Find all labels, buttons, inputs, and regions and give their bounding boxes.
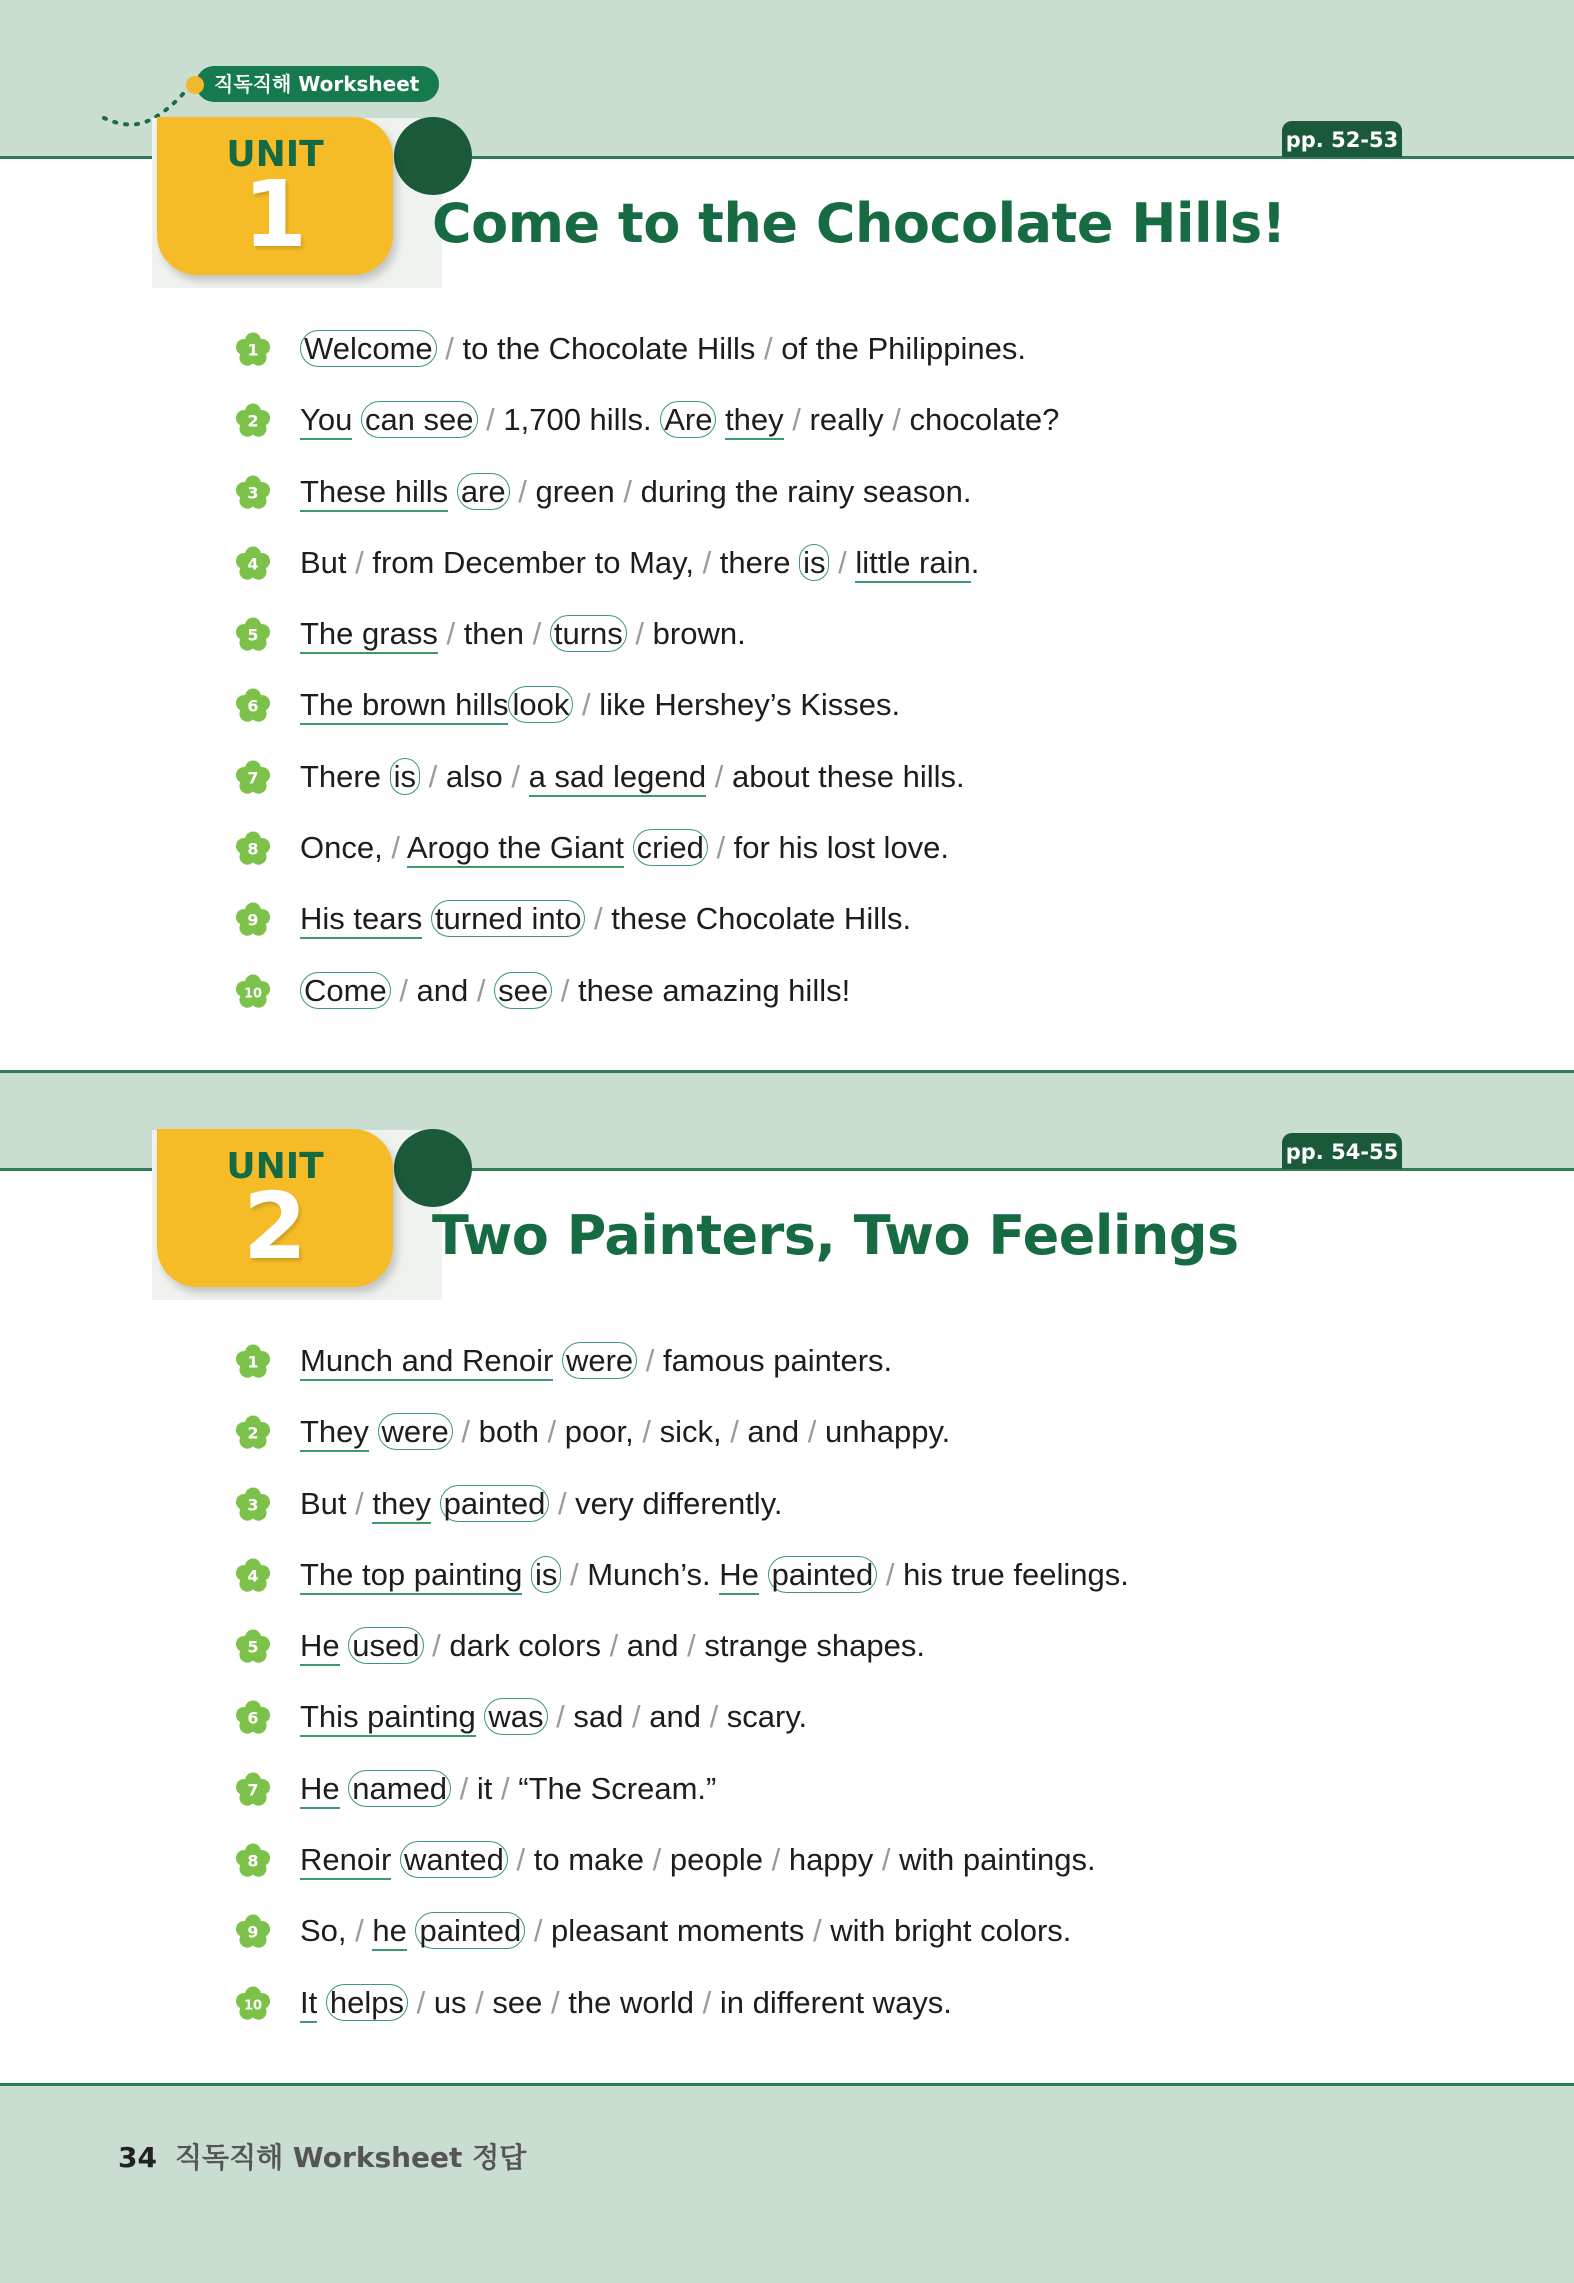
- sentence-chunk: chocolate?: [909, 402, 1060, 438]
- chunk-slash: /: [507, 1842, 534, 1878]
- sentence-chunk: to the Chocolate Hills: [462, 331, 756, 366]
- number-badge-icon: [235, 475, 271, 511]
- sentence-chunk: from December to May,: [372, 544, 694, 580]
- sentence-chunk: [716, 402, 725, 437]
- sentence-number: 6: [247, 696, 259, 716]
- sentence-number: 4: [247, 1566, 259, 1586]
- sentence-chunk: it: [476, 1770, 493, 1806]
- sentence-chunk: “The Scream.”: [518, 1770, 717, 1806]
- underlined-subject: a sad legend: [529, 759, 707, 797]
- circled-verb: painted: [440, 1485, 550, 1522]
- sentence-chunk: the world: [568, 1984, 695, 2020]
- sentence-chunk: famous painters.: [663, 1343, 893, 1378]
- sentence-chunk: these Chocolate Hills.: [611, 901, 912, 937]
- number-badge-icon: [235, 617, 271, 653]
- number-badge-icon: [235, 974, 271, 1010]
- sentence-number: 9: [247, 1922, 259, 1942]
- sentence-item: [0, 1344, 1574, 1415]
- sentence-text: [300, 1341, 892, 1381]
- number-badge-icon: [235, 546, 271, 582]
- sentence-item: [0, 1558, 1574, 1629]
- sentence-text: [300, 400, 1059, 440]
- sentence-number: 5: [247, 1637, 259, 1657]
- chunk-slash: /: [755, 331, 782, 366]
- sentence-item: [0, 831, 1574, 902]
- sentence-text: [300, 329, 1026, 369]
- circled-verb: is: [390, 758, 420, 795]
- sentence-chunk: Once,: [300, 830, 383, 866]
- sentence-text: [300, 1626, 925, 1666]
- chunk-slash: /: [600, 1628, 627, 1664]
- unit2-green-cap: [394, 1129, 472, 1207]
- chunk-slash: /: [509, 473, 536, 509]
- chunk-slash: /: [436, 331, 463, 366]
- sentence-chunk: dark colors: [449, 1628, 601, 1664]
- sentence-chunk: [340, 1771, 349, 1806]
- number-badge-icon: [235, 1558, 271, 1594]
- sentence-chunk: But: [300, 544, 347, 580]
- circled-verb: used: [348, 1627, 423, 1664]
- circled-verb: Come: [300, 972, 391, 1009]
- chunk-slash: /: [477, 402, 504, 438]
- chunk-slash: /: [524, 616, 550, 652]
- sentence-item: [0, 1986, 1574, 2057]
- number-badge-icon: [235, 332, 271, 368]
- number-badge-icon: [235, 1487, 271, 1523]
- chunk-slash: /: [626, 616, 653, 652]
- sentence-chunk: [759, 1557, 768, 1592]
- sentence-chunk: with bright colors.: [830, 1913, 1072, 1949]
- chunk-slash: /: [633, 1414, 660, 1450]
- sentence-chunk: of the Philippines.: [781, 331, 1026, 366]
- chunk-slash: /: [420, 758, 446, 794]
- chunk-slash: /: [525, 1913, 552, 1949]
- sentence-number: 8: [247, 839, 259, 859]
- number-badge-icon: [235, 1843, 271, 1879]
- sentence-chunk: [522, 1557, 531, 1592]
- sentence-text: [300, 1484, 783, 1524]
- underlined-subject: The top painting: [300, 1557, 522, 1595]
- sentence-text: [300, 971, 850, 1011]
- chunk-slash: /: [346, 1913, 373, 1949]
- circled-verb: Are: [660, 401, 716, 438]
- sentence-number: 4: [247, 554, 259, 574]
- sentence-chunk: sick,: [659, 1414, 722, 1450]
- sentence-chunk: [391, 1842, 400, 1877]
- chunk-slash: /: [829, 544, 856, 580]
- sentence-chunk: Munch’s.: [587, 1556, 720, 1592]
- sentence-chunk: [624, 830, 633, 865]
- chunk-slash: /: [468, 972, 495, 1008]
- underlined-subject: The brown hills: [300, 687, 508, 725]
- sentence-chunk: [369, 1414, 378, 1449]
- circled-verb: helps: [326, 1984, 408, 2021]
- underlined-subject: they: [725, 402, 784, 440]
- unit1-number: 1: [242, 161, 307, 268]
- sentence-item: [0, 475, 1574, 546]
- sentence-chunk: us: [433, 1984, 467, 2020]
- sentence-item: [0, 403, 1574, 474]
- sentence-text: [300, 1911, 1071, 1951]
- sentence-chunk: poor,: [564, 1414, 634, 1450]
- chunk-slash: /: [694, 1984, 720, 2020]
- underlined-subject: Munch and Renoir: [300, 1343, 553, 1381]
- chunk-slash: /: [492, 1770, 519, 1806]
- chunk-slash: /: [644, 1842, 670, 1878]
- chunk-slash: /: [542, 1984, 569, 2020]
- underlined-subject: You: [300, 402, 352, 440]
- sentence-item: [0, 1629, 1574, 1700]
- sentence-chunk: in different ways.: [719, 1984, 952, 2020]
- sentence-item: [0, 617, 1574, 688]
- sentence-text: [300, 472, 971, 512]
- sentence-text: [300, 1769, 716, 1809]
- chunk-slash: /: [423, 1628, 450, 1664]
- unit2-label: UNIT: [226, 1146, 324, 1187]
- circled-verb: named: [348, 1770, 451, 1807]
- page-footer: [118, 2136, 526, 2176]
- sentence-text: [300, 685, 900, 725]
- sentence-text: [300, 1840, 1096, 1880]
- circled-verb: wanted: [400, 1841, 508, 1878]
- sentence-chunk: [422, 901, 431, 936]
- sentence-number: 3: [247, 1495, 259, 1515]
- sentence-text: [300, 899, 911, 939]
- circled-verb: were: [562, 1342, 637, 1379]
- chunk-slash: /: [637, 1343, 663, 1378]
- sentence-number: 7: [247, 768, 259, 788]
- circled-verb: was: [484, 1698, 547, 1735]
- sentence-chunk: unhappy.: [825, 1414, 951, 1450]
- sentence-chunk: people: [669, 1842, 763, 1878]
- sentence-number: 1: [247, 340, 259, 360]
- number-badge-icon: [235, 1914, 271, 1950]
- sentence-chunk: [448, 474, 457, 509]
- number-badge-icon: [235, 760, 271, 796]
- worksheet-tag: 직독직해 Worksheet: [196, 66, 439, 102]
- circled-verb: are: [457, 473, 510, 510]
- underlined-subject: He: [719, 1557, 759, 1595]
- chunk-slash: /: [573, 687, 600, 723]
- sentence-chunk: brown.: [652, 616, 746, 652]
- sentence-item: [0, 974, 1574, 1045]
- sentence-chunk: during the rainy season.: [640, 473, 972, 509]
- circled-verb: were: [378, 1413, 453, 1450]
- chunk-slash: /: [706, 758, 732, 794]
- sentence-chunk: and: [626, 1628, 679, 1664]
- sentence-number: 5: [247, 625, 259, 645]
- sentence-chunk: scary.: [726, 1699, 808, 1735]
- sentence-text: [300, 1555, 1129, 1595]
- chunk-slash: /: [883, 402, 910, 438]
- sentence-chunk: [340, 1628, 349, 1663]
- number-badge-icon: [235, 1415, 271, 1451]
- chunk-slash: /: [762, 1842, 789, 1878]
- sentence-chunk: both: [478, 1414, 539, 1450]
- sentence-chunk: sad: [573, 1699, 624, 1735]
- sentence-text: [300, 614, 746, 654]
- chunk-slash: /: [877, 1556, 904, 1592]
- sentence-chunk: also: [445, 758, 503, 794]
- chunk-slash: /: [721, 1414, 748, 1450]
- chunk-slash: /: [804, 1913, 831, 1949]
- underlined-subject: The grass: [300, 616, 438, 654]
- underlined-subject: they: [372, 1486, 431, 1524]
- underlined-subject: he: [372, 1913, 406, 1951]
- sentence-chunk: and: [416, 972, 469, 1008]
- sentence-chunk: pleasant moments: [551, 1913, 805, 1949]
- chunk-slash: /: [561, 1556, 588, 1592]
- sentence-chunk: and: [649, 1699, 701, 1735]
- sentence-chunk: his true feelings.: [903, 1556, 1129, 1592]
- sentence-chunk: very differently.: [575, 1485, 783, 1521]
- sentence-chunk: see: [492, 1984, 543, 2020]
- sentence-chunk: There: [300, 758, 390, 794]
- sentence-number: 9: [247, 910, 259, 930]
- sentence-chunk: But: [300, 1485, 347, 1521]
- number-badge-icon: [235, 1700, 271, 1736]
- chunk-slash: /: [502, 758, 529, 794]
- sentence-chunk: strange shapes.: [704, 1628, 925, 1664]
- unit1-green-cap: [394, 117, 472, 195]
- sentence-text: [300, 543, 979, 583]
- chunk-slash: /: [552, 972, 578, 1008]
- sentence-item: [0, 546, 1574, 617]
- underlined-subject: He: [300, 1628, 340, 1666]
- unit2-page-ref: pp. 54-55: [1282, 1133, 1402, 1169]
- sentence-text: [300, 1412, 950, 1452]
- underlined-subject: He: [300, 1771, 340, 1809]
- sentence-chunk: for his lost love.: [733, 830, 950, 866]
- underlined-subject: little rain: [855, 545, 970, 583]
- sentence-text: [300, 757, 965, 797]
- chunk-slash: /: [547, 1699, 574, 1735]
- chunk-slash: /: [707, 830, 734, 866]
- underlined-subject: His tears: [300, 901, 422, 939]
- sentence-number: 10: [243, 1998, 263, 2014]
- sentence-item: [0, 902, 1574, 973]
- number-badge-icon: [235, 1629, 271, 1665]
- sentence-chunk: So,: [300, 1913, 347, 1949]
- sentence-number: 8: [247, 1851, 259, 1871]
- sentence-chunk: [553, 1343, 562, 1378]
- chunk-slash: /: [700, 1699, 727, 1735]
- sentence-chunk: really: [809, 402, 884, 438]
- sentence-item: [0, 760, 1574, 831]
- sentence-item: [0, 688, 1574, 759]
- sentence-chunk: [352, 402, 361, 437]
- sentence-chunk: like Hershey’s Kisses.: [599, 687, 901, 723]
- sentence-number: 2: [247, 1423, 259, 1443]
- chunk-slash: /: [390, 972, 417, 1008]
- chunk-slash: /: [346, 1485, 373, 1521]
- tag-dot-icon: [186, 76, 204, 94]
- chunk-slash: /: [783, 402, 810, 438]
- sentence-item: [0, 332, 1574, 403]
- unit2-number: 2: [242, 1173, 307, 1280]
- chunk-slash: /: [799, 1414, 825, 1450]
- circled-verb: see: [494, 972, 552, 1009]
- chunk-slash: /: [437, 616, 464, 652]
- sentence-chunk: then: [463, 616, 525, 652]
- footer-band: [0, 2086, 1574, 2283]
- chunk-slash: /: [466, 1984, 493, 2020]
- sentence-number: 1: [247, 1352, 259, 1372]
- unit2-card: [157, 1129, 393, 1287]
- chunk-slash: /: [614, 473, 641, 509]
- chunk-slash: /: [451, 1770, 477, 1806]
- sentence-number: 10: [243, 986, 263, 1002]
- footer-label: 직독직해 Worksheet 정답: [174, 2141, 527, 2174]
- circled-verb: cried: [633, 829, 708, 866]
- unit2-sentence-list: [0, 1344, 1574, 2057]
- underlined-subject: These hills: [300, 474, 448, 512]
- number-badge-icon: [235, 403, 271, 439]
- circled-verb: Welcome: [300, 330, 437, 367]
- circled-verb: look: [508, 686, 573, 723]
- sentence-item: [0, 1914, 1574, 1985]
- chunk-slash: /: [407, 1984, 434, 2020]
- sentence-chunk: [317, 1985, 326, 2020]
- sentence-item: [0, 1843, 1574, 1914]
- sentence-chunk: there: [719, 544, 800, 580]
- sentence-chunk: green: [535, 473, 615, 509]
- sentence-item: [0, 1700, 1574, 1771]
- unit1-card: [157, 117, 393, 275]
- unit1-page-ref: pp. 52-53: [1282, 121, 1402, 157]
- sentence-chunk: these amazing hills!: [577, 972, 851, 1008]
- sentence-item: [0, 1772, 1574, 1843]
- underlined-subject: It: [300, 1985, 317, 2023]
- circled-verb: painted: [415, 1912, 525, 1949]
- unit1-title: Come to the Chocolate Hills!: [432, 192, 1286, 255]
- number-badge-icon: [235, 831, 271, 867]
- circled-verb: turns: [550, 615, 627, 652]
- sentence-chunk: with paintings.: [899, 1842, 1096, 1878]
- sentence-number: 6: [247, 1708, 259, 1728]
- unit1-label: UNIT: [226, 134, 324, 175]
- sentence-chunk: happy: [788, 1842, 874, 1878]
- circled-verb: can see: [361, 401, 478, 438]
- number-badge-icon: [235, 1986, 271, 2022]
- number-badge-icon: [235, 1344, 271, 1380]
- unit2-title: Two Painters, Two Feelings: [432, 1204, 1239, 1267]
- sentence-number: 2: [247, 411, 259, 431]
- circled-verb: painted: [768, 1556, 878, 1593]
- sentence-text: [300, 1697, 807, 1737]
- unit1-sentence-list: [0, 332, 1574, 1045]
- chunk-slash: /: [549, 1485, 576, 1521]
- chunk-slash: /: [873, 1842, 900, 1878]
- sentence-text: [300, 828, 949, 868]
- sentence-chunk: to make: [533, 1842, 645, 1878]
- number-badge-icon: [235, 902, 271, 938]
- chunk-slash: /: [538, 1414, 565, 1450]
- chunk-slash: /: [452, 1414, 479, 1450]
- sentence-chunk: .: [970, 544, 980, 580]
- underlined-subject: Arogo the Giant: [407, 830, 624, 868]
- circled-verb: is: [531, 1556, 561, 1593]
- circled-verb: is: [799, 544, 829, 581]
- chunk-slash: /: [585, 901, 612, 937]
- page-number: 34: [118, 2141, 157, 2174]
- sentence-item: [0, 1415, 1574, 1486]
- chunk-slash: /: [346, 544, 373, 580]
- sentence-chunk: and: [747, 1414, 800, 1450]
- sentence-text: [300, 1983, 952, 2023]
- chunk-slash: /: [382, 830, 407, 866]
- chunk-slash: /: [678, 1628, 705, 1664]
- sentence-number: 3: [247, 483, 259, 503]
- sentence-chunk: [431, 1486, 440, 1521]
- circled-verb: turned into: [431, 900, 586, 937]
- sentence-item: [0, 1487, 1574, 1558]
- sentence-number: 7: [247, 1780, 259, 1800]
- sentence-chunk: 1,700 hills.: [503, 402, 661, 438]
- underlined-subject: This painting: [300, 1699, 476, 1737]
- sentence-chunk: about these hills.: [731, 758, 965, 794]
- number-badge-icon: [235, 1772, 271, 1808]
- chunk-slash: /: [623, 1699, 650, 1735]
- chunk-slash: /: [693, 544, 720, 580]
- underlined-subject: They: [300, 1414, 369, 1452]
- number-badge-icon: [235, 688, 271, 724]
- underlined-subject: Renoir: [300, 1842, 391, 1880]
